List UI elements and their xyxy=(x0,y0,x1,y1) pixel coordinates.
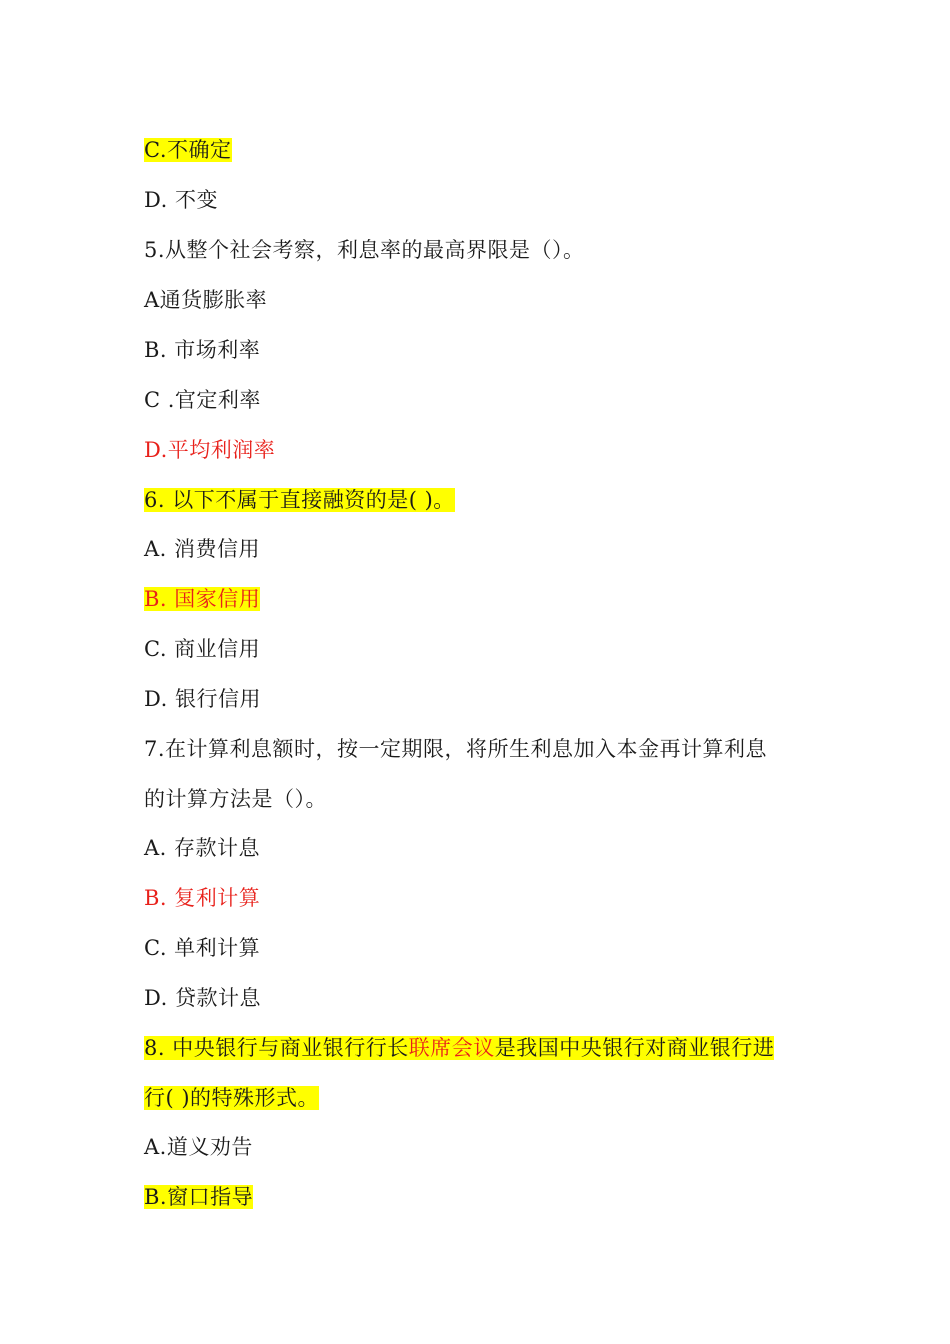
answer-option-line xyxy=(144,583,260,615)
highlighted-answer: B. 国家信用 xyxy=(144,587,261,611)
highlighted-answer: B.窗口指导 xyxy=(144,1185,254,1209)
option-line: A通货膨胀率 xyxy=(144,288,268,312)
option-line: D. 不变 xyxy=(144,188,218,212)
option-line: D. 银行信用 xyxy=(144,687,261,711)
option-line: A. 消费信用 xyxy=(144,537,261,561)
question-line-continued: 的计算方法是（）。 xyxy=(144,787,327,811)
option-line xyxy=(144,134,232,166)
option-line: A.道义劝告 xyxy=(144,1135,253,1159)
highlighted-question xyxy=(144,1036,774,1060)
option-line: B. 市场利率 xyxy=(144,338,261,362)
question-line-continued xyxy=(144,1082,319,1114)
highlighted-option: C.不确定 xyxy=(144,138,232,162)
question-line xyxy=(144,484,455,516)
question-line xyxy=(144,1032,774,1064)
option-line: C. 单利计算 xyxy=(144,936,261,960)
option-line: C .官定利率 xyxy=(144,388,261,412)
question-text-part: 8. 中央银行与商业银行行长 xyxy=(144,1036,409,1060)
answer-option-line: B. 复利计算 xyxy=(144,886,261,910)
question-line: 7.在计算利息额时，按一定期限，将所生利息加入本金再计算利息 xyxy=(144,737,768,761)
highlighted-question: 行( )的特殊形式。 xyxy=(144,1086,320,1110)
answer-option-line xyxy=(144,1181,253,1213)
question-keyword: 联席会议 xyxy=(408,1036,495,1060)
question-text-part: 是我国中央银行对商业银行进 xyxy=(494,1036,775,1060)
question-line: 5.从整个社会考察，利息率的最高界限是（）。 xyxy=(144,238,585,262)
option-line: D. 贷款计息 xyxy=(144,986,261,1010)
option-line: C. 商业信用 xyxy=(144,637,261,661)
answer-option-line: D.平均利润率 xyxy=(144,438,276,462)
highlighted-question: 6. 以下不属于直接融资的是( )。 xyxy=(144,488,455,512)
option-line: A. 存款计息 xyxy=(144,836,261,860)
